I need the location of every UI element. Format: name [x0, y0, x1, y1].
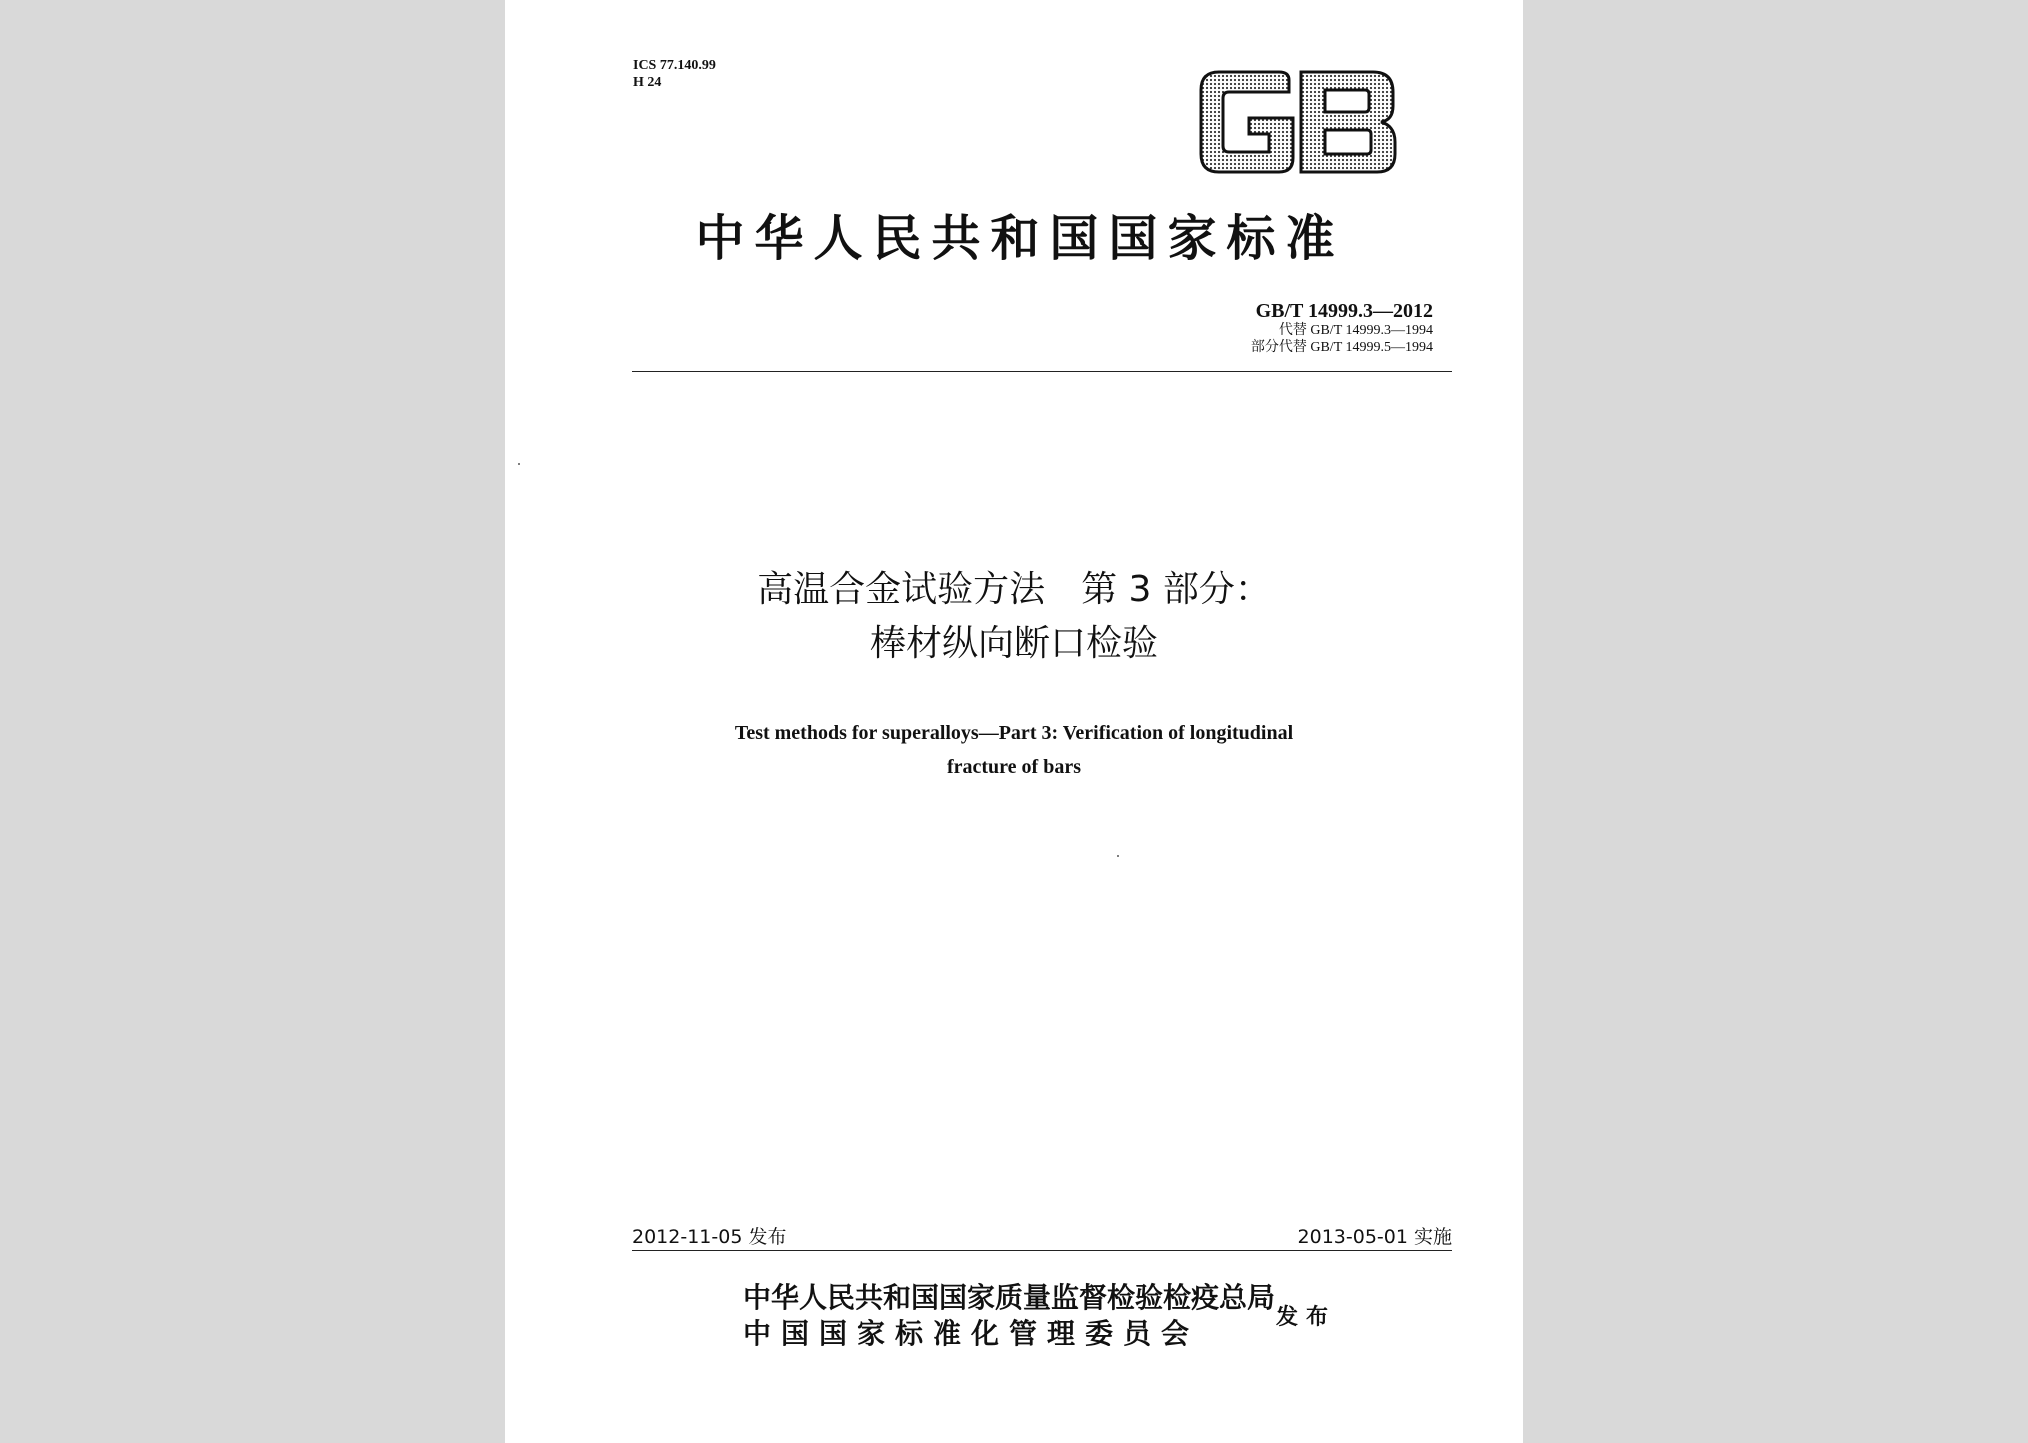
partially-replaces-note: 部分代替 GB/T 14999.5—1994: [1250, 340, 1433, 355]
english-title: [505, 716, 1523, 784]
issuer-line1: 中华人民共和国国家质量监督检验检疫总局: [743, 1281, 1276, 1314]
gb-logo: [1197, 70, 1397, 174]
standard-number: GB/T 14999.3—2012: [1255, 300, 1433, 322]
ccs-code: H 24: [633, 75, 662, 90]
scan-speck: [518, 463, 520, 465]
chinese-title: [505, 563, 1523, 671]
issue-date: 2012-11-05 发布: [632, 1226, 787, 1248]
implementation-date: 2013-05-01 实施: [1297, 1226, 1452, 1248]
chinese-title-line2: 棒材纵向断口检验: [869, 623, 1158, 664]
publish-label: 发布: [1276, 1305, 1337, 1330]
issuing-authorities: [743, 1280, 1275, 1352]
replaces-note: 代替 GB/T 14999.3—1994: [1278, 323, 1433, 338]
ics-code: ICS 77.140.99: [633, 58, 716, 73]
english-title-line1: Test methods for superalloys—Part 3: Verification of longitudinal: [734, 722, 1294, 744]
national-standard-heading: 中华人民共和国国家标准: [695, 210, 1345, 267]
english-title-line2: fracture of bars: [946, 756, 1082, 778]
standard-code-block: [1251, 300, 1433, 356]
footer-divider: [632, 1250, 1452, 1251]
header-divider: [632, 371, 1452, 372]
scan-speck: [1117, 855, 1119, 857]
chinese-title-line1: 高温合金试验方法 第 3 部分：: [757, 569, 1271, 610]
document-page: [505, 0, 1523, 1443]
issuer-line2: 中国国家标准化管理委员会: [743, 1317, 1200, 1350]
classification-codes: [633, 57, 716, 91]
